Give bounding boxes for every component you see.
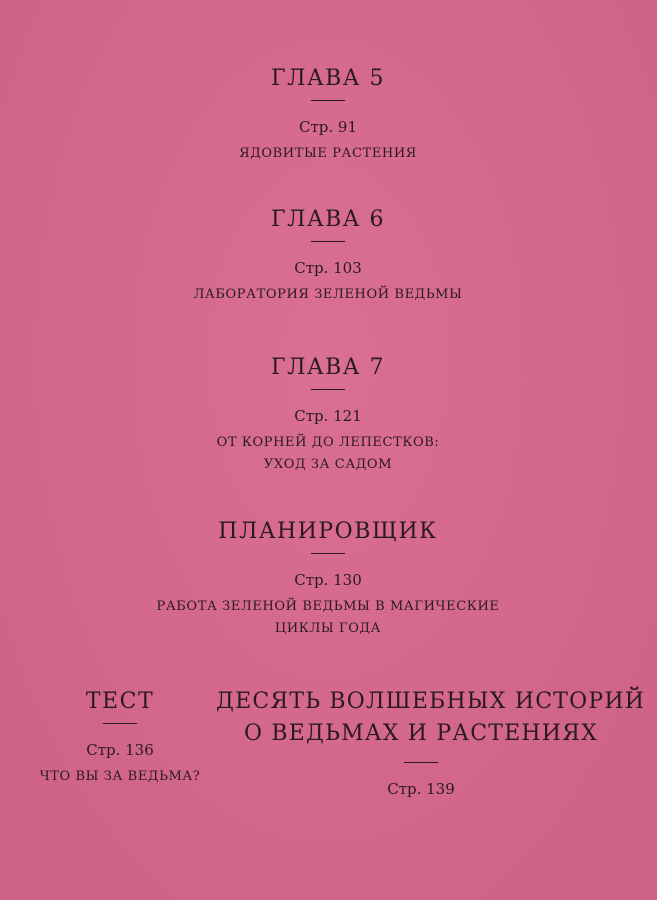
section-heading: ПЛАНИРОВЩИК	[218, 519, 438, 544]
chapter-title-line-1: ОТ КОРНЕЙ ДО ЛЕПЕСТКОВ:	[216, 435, 440, 450]
divider-rule	[404, 762, 438, 763]
toc-entry-chapter-6[interactable]	[178, 206, 478, 306]
toc-entry-chapter-5[interactable]	[178, 65, 478, 165]
section-heading-line-2: О ВЕДЬМАХ И РАСТЕНИЯХ	[243, 721, 599, 746]
divider-rule	[311, 389, 345, 390]
page-number: Стр. 136	[86, 741, 154, 759]
chapter-heading: ГЛАВА 5	[271, 66, 385, 91]
divider-rule	[311, 100, 345, 101]
page-number: Стр. 91	[298, 118, 357, 136]
chapter-title: ЛАБОРАТОРИЯ ЗЕЛЕНОЙ ВЕДЬМЫ	[193, 287, 463, 302]
toc-entry-test[interactable]	[20, 688, 220, 788]
section-title-line-2: ЦИКЛЫ ГОДА	[274, 621, 382, 636]
section-heading: ТЕСТ	[85, 689, 155, 714]
divider-rule	[103, 723, 137, 724]
page-number: Стр. 103	[294, 259, 362, 277]
chapter-title: ЯДОВИТЫЕ РАСТЕНИЯ	[239, 146, 417, 161]
divider-rule	[311, 241, 345, 242]
page-number: Стр. 121	[294, 407, 362, 425]
chapter-heading: ГЛАВА 6	[271, 207, 385, 232]
page-number: Стр. 139	[387, 780, 455, 798]
divider-rule	[311, 553, 345, 554]
chapter-title-line-2: УХОД ЗА САДОМ	[263, 457, 393, 472]
chapter-heading: ГЛАВА 7	[271, 355, 385, 380]
toc-entry-stories[interactable]	[216, 686, 646, 799]
section-heading-line-1: ДЕСЯТЬ ВОЛШЕБНЫХ ИСТОРИЙ	[216, 689, 646, 714]
page-number: Стр. 130	[294, 571, 362, 589]
toc-entry-planner[interactable]	[128, 518, 528, 640]
section-title: ЧТО ВЫ ЗА ВЕДЬМА?	[39, 769, 201, 784]
toc-entry-chapter-7[interactable]	[178, 354, 478, 476]
section-title-line-1: РАБОТА ЗЕЛЕНОЙ ВЕДЬМЫ В МАГИЧЕСКИЕ	[156, 599, 500, 614]
